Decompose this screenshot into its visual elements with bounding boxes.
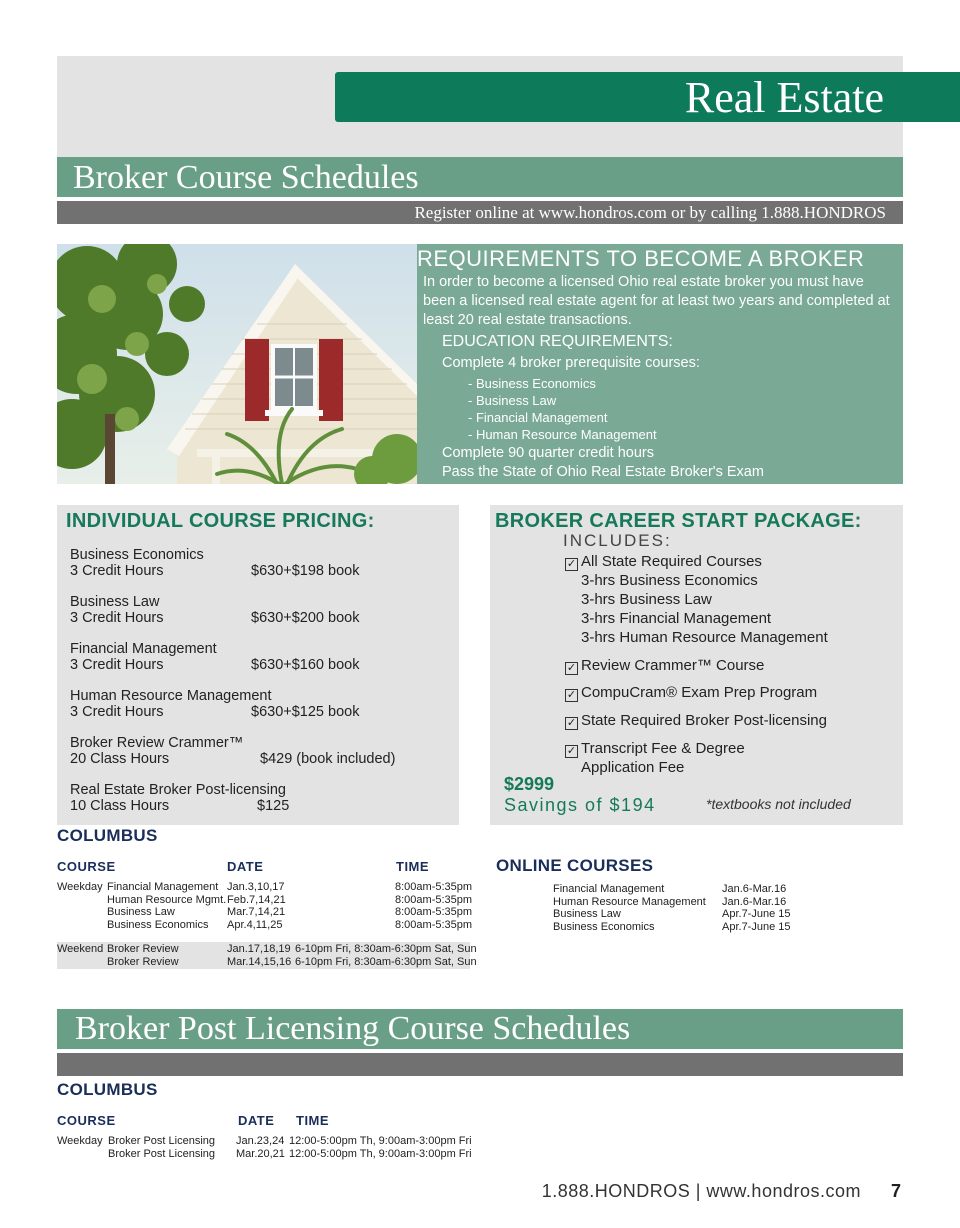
package-item-label: Review Crammer™ Course [581,657,765,674]
package-item [565,683,817,702]
requirements-title: REQUIREMENTS TO BECOME A BROKER [417,246,865,271]
course-name: Business Economics [70,547,204,563]
course-price: $429 (book included) [260,751,396,767]
price-item [70,594,359,626]
includes-label: INCLUDES: [563,531,672,550]
price-item [70,547,359,579]
date-cell: Mar.14,15,16 [227,955,292,968]
package-item-label: CompuCram® Exam Prep Program [581,684,818,701]
time-cell: 8:00am-5:35pm [395,881,473,893]
col-course: COURSE [57,859,116,874]
course-hours: 3 Credit Hours [70,563,164,579]
course-hours: 3 Credit Hours [70,657,164,673]
checkbox-icon: ✓ [566,717,577,729]
table-row [107,906,472,919]
table-row [108,1135,472,1148]
table-row [107,943,477,956]
course-hours: 3 Credit Hours [70,704,164,720]
course-cell: Broker Post Licensing [108,1135,215,1147]
package-item-label: State Required Broker Post-licensing [581,712,827,729]
table-row [107,919,472,932]
course-price: $630+$125 book [251,704,360,720]
course-name: Broker Review Crammer™ [70,735,244,751]
checkbox-icon: ✓ [566,745,577,757]
date-cell: Jan.3,10,17 [227,881,285,893]
time-cell: 12:00-5:00pm Th, 9:00am-3:00pm Fri [289,1147,472,1160]
list-item: Complete 90 quarter credit hours [442,445,654,461]
course-price: $630+$160 book [251,657,360,673]
col-date: DATE [227,859,264,874]
date-cell: Feb.7,14,21 [227,893,286,906]
package-item-label: Transcript Fee & Degree [581,740,745,757]
package-title: BROKER CAREER START PACKAGE: [495,510,862,532]
time-cell: 12:00-5:00pm Th, 9:00am-3:00pm Fri [289,1135,472,1147]
time-cell: 6-10pm Fri, 8:30am-6:30pm Sat, Sun [295,943,477,955]
course-cell: Human Resource Mgmt. [107,893,227,906]
col-course: COURSE [57,1113,116,1128]
checkbox-icon: ✓ [566,662,577,674]
course-cell: Business Economics [553,920,655,933]
col-time: TIME [296,1113,330,1128]
table-row [553,921,791,934]
course-price: $125 [257,798,290,814]
weekend-label: Weekend [57,943,104,955]
table-rows [107,943,477,968]
course-cell: Business Law [107,906,175,918]
columbus-title: COLUMBUS [57,826,158,845]
price-item [70,641,359,673]
education-title: EDUCATION REQUIREMENTS: [442,333,673,350]
course-price: $630+$198 book [251,563,360,579]
page-number: 7 [891,1181,902,1201]
course-name: Business Law [70,594,160,610]
list-item: - Human Resource Management [468,427,657,442]
page-title: Broker Course Schedules [73,159,419,196]
table-row [107,956,477,969]
course-cell: Broker Review [107,955,179,968]
table-row [107,894,472,907]
table-row [553,896,791,909]
time-cell: 8:00am-5:35pm [395,893,473,906]
table-rows [107,881,472,931]
list-item: Pass the State of Ohio Real Estate Broker's Exam [442,464,764,480]
package-subitem: 3-hrs Business Economics [581,572,758,589]
col-date: DATE [238,1113,275,1128]
list-item: - Business Law [468,393,557,408]
course-cell: Business Economics [107,918,209,931]
course-cell: Broker Post Licensing [108,1147,215,1160]
date-cell: Mar.20,21 [236,1147,285,1160]
course-cell: Business Law [553,908,621,920]
education-subtitle: Complete 4 broker prerequisite courses: [442,355,700,371]
list-item: - Financial Management [468,410,608,425]
course-cell: Human Resource Management [553,895,706,908]
package-subitem: Application Fee [581,759,685,776]
course-cell: Financial Management [107,881,219,893]
course-price: $630+$200 book [251,610,360,626]
date-cell: Apr.7-June 15 [722,920,791,933]
price-item [70,735,395,767]
package-item [565,552,762,571]
package-item [565,711,827,730]
time-cell: 8:00am-5:35pm [395,906,473,918]
post-columbus-title: COLUMBUS [57,1080,158,1099]
price-item [70,688,359,720]
package-subitem: 3-hrs Financial Management [581,610,772,627]
course-hours: 20 Class Hours [70,751,170,767]
date-cell: Mar.7,14,21 [227,906,286,918]
checkbox-icon: ✓ [566,689,577,701]
date-cell: Jan.6-Mar.16 [722,883,787,895]
prerequisite-list [468,375,657,443]
section-title: Real Estate [684,73,884,122]
date-cell: Apr.7-June 15 [722,908,791,920]
checkbox-icon: ✓ [566,558,577,570]
course-hours: 3 Credit Hours [70,610,164,626]
package-item-label: All State Required Courses [581,553,762,570]
online-courses-title: ONLINE COURSES [496,856,654,875]
price-item [70,782,289,814]
time-cell: 8:00am-5:35pm [395,918,473,931]
date-cell: Jan.17,18,19 [227,943,291,955]
register-line: Register online at www.hondros.com or by calling 1.888.HONDROS [414,203,886,222]
package-item [565,739,745,758]
date-cell: Jan.6-Mar.16 [722,895,787,908]
date-cell: Jan.23,24 [236,1135,285,1147]
footer-contact: 1.888.HONDROS | www.hondros.com [541,1181,861,1201]
course-name: Real Estate Broker Post-licensing [70,782,286,798]
package-subitem: 3-hrs Human Resource Management [581,629,828,646]
table-row [553,883,791,896]
col-time: TIME [396,859,430,874]
course-name: Financial Management [70,641,217,657]
table-row [108,1148,472,1161]
course-cell: Financial Management [553,883,665,895]
package-subitem: 3-hrs Business Law [581,591,712,608]
course-cell: Broker Review [107,943,179,955]
table-rows [108,1135,472,1160]
package-item [565,656,764,675]
requirements-intro: In order to become a licensed Ohio real estate broker you must have been a licensed real estate agent for at least two years and completed at least 20 real estate transactions. [423,274,890,328]
list-item: - Business Economics [468,376,596,391]
date-cell: Apr.4,11,25 [227,918,283,931]
package-savings: Savings of $194 [504,795,656,815]
time-cell: 6-10pm Fri, 8:30am-6:30pm Sat, Sun [295,955,477,968]
course-hours: 10 Class Hours [70,798,170,814]
table-row [107,881,472,894]
course-name: Human Resource Management [70,688,272,704]
table-row [553,908,791,921]
post-licensing-bar [57,1053,903,1076]
house-photo [57,244,417,484]
weekday-label: Weekday [57,1135,103,1147]
package-price: $2999 [504,774,555,794]
table-rows [553,883,791,933]
post-licensing-title: Broker Post Licensing Course Schedules [75,1010,631,1047]
pricing-title: INDIVIDUAL COURSE PRICING: [66,510,375,532]
requirements-additional [442,444,764,482]
weekday-label: Weekday [57,881,103,893]
package-note: *textbooks not included [706,796,851,812]
